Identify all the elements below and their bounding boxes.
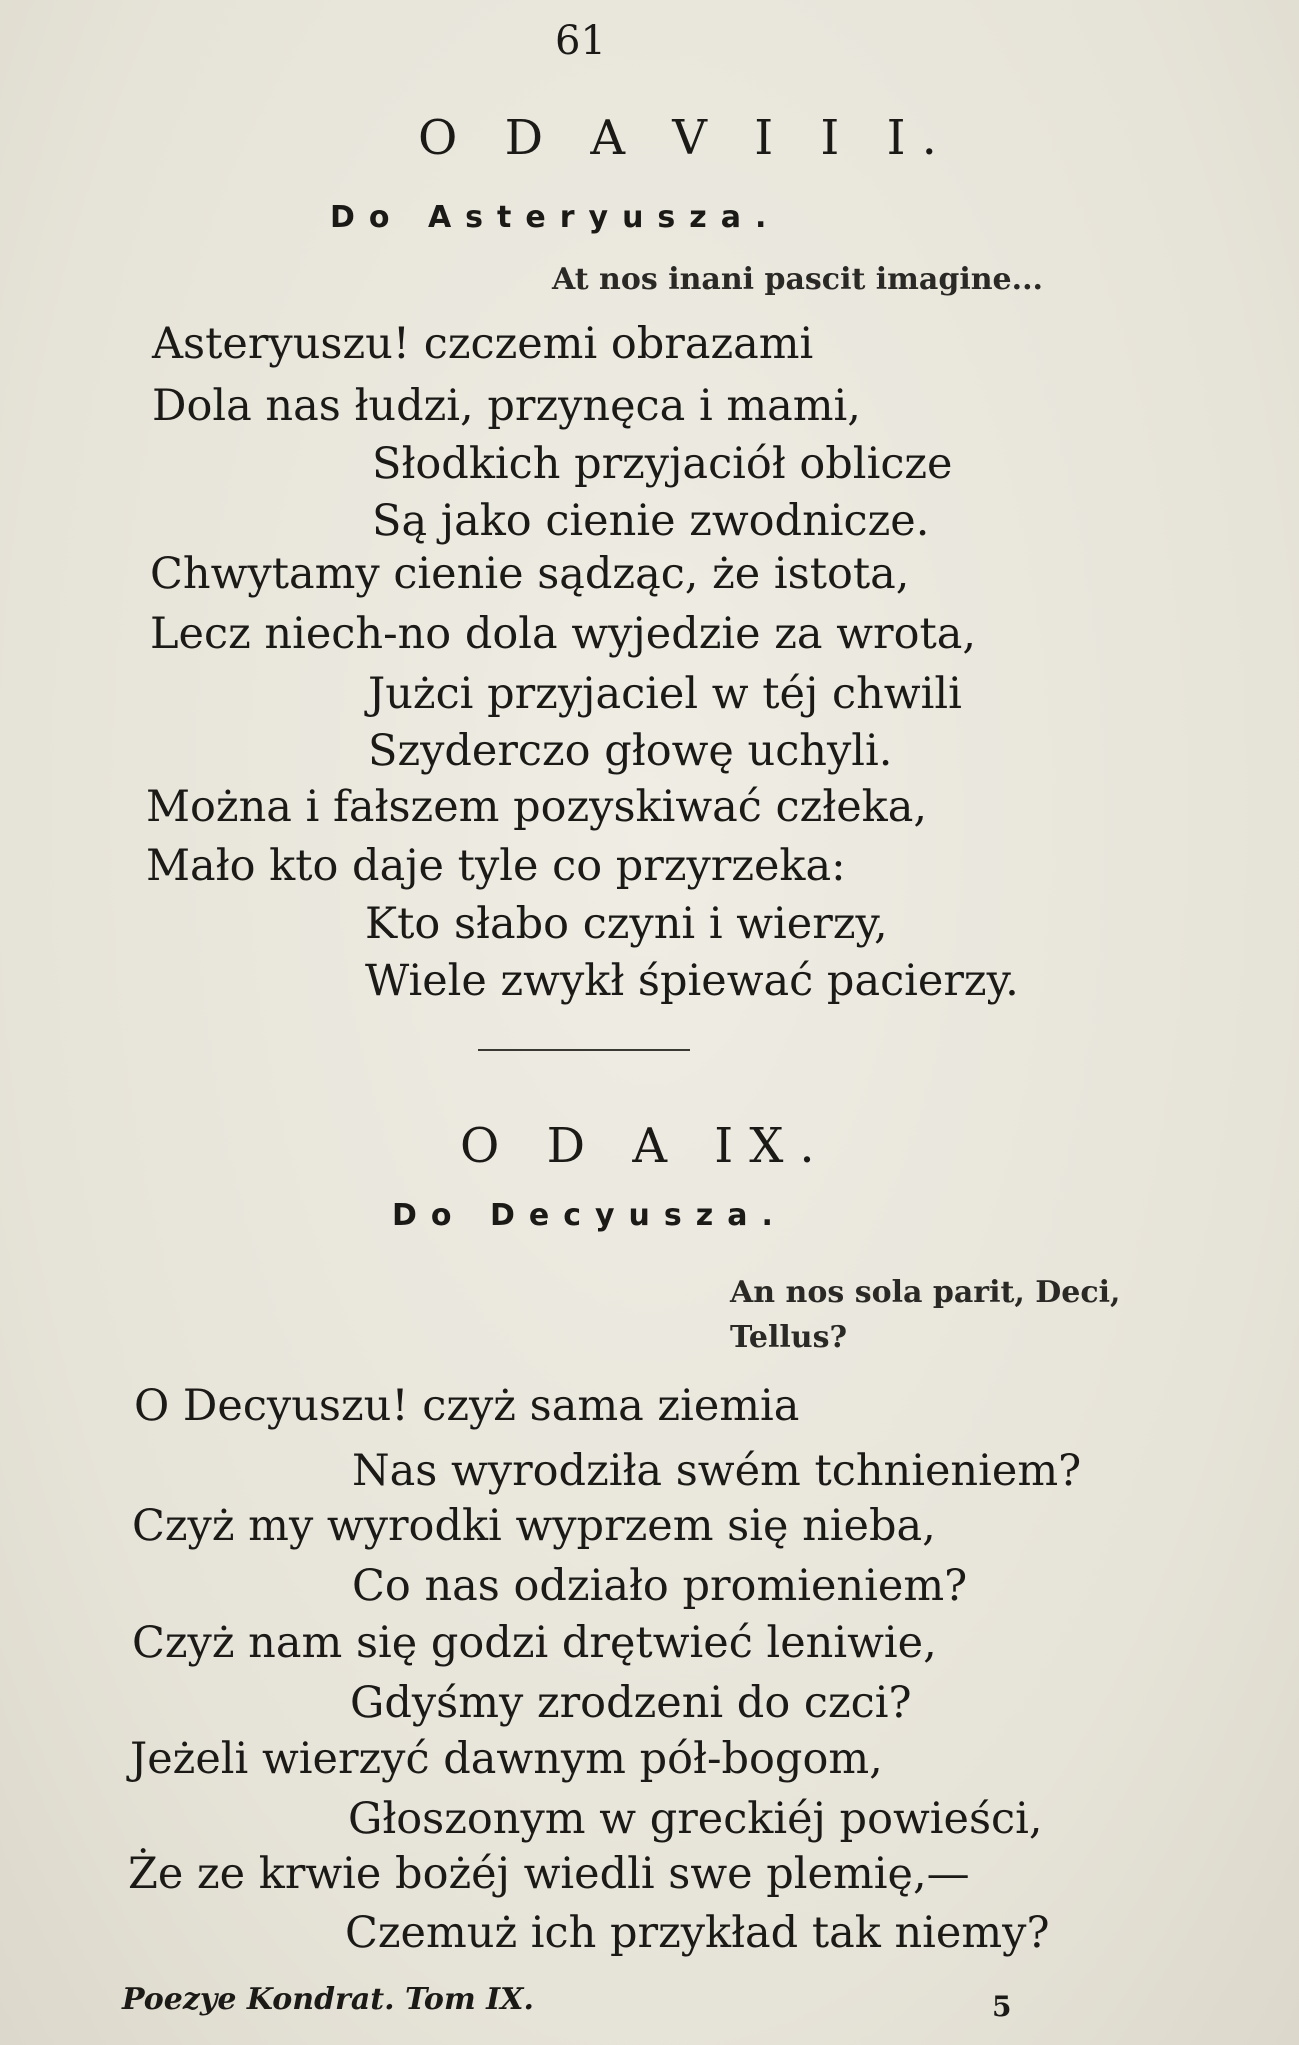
ode-8-line-6: Lecz niech-no dola wyjedzie za wrota, (150, 609, 977, 659)
page-number: 61 (555, 18, 606, 64)
ode-9-line-4: Co nas odziało promieniem? (352, 1561, 968, 1611)
ode-9-line-7: Jeżeli wierzyć dawnym pół-bogom, (130, 1734, 883, 1784)
ode-8-title: O D A V I I I. (418, 110, 953, 166)
ode-9-line-3: Czyż my wyrodki wyprzem się nieba, (132, 1501, 936, 1551)
ode-8-line-8: Szyderczo głowę uchyli. (368, 726, 893, 776)
ode-9-line-1: O Decyuszu! czyż sama ziemia (134, 1381, 800, 1431)
ode-8-line-2: Dola nas łudzi, przynęca i mami, (152, 381, 861, 431)
ode-9-epigraph-line-1: An nos sola parit, Deci, (730, 1275, 1121, 1310)
ode-9-line-6: Gdyśmy zrodzeni do czci? (350, 1678, 912, 1728)
ode-8-line-7: Jużci przyjaciel w téj chwili (368, 669, 962, 719)
ode-8-line-10: Mało kto daje tyle co przyrzeka: (146, 841, 846, 891)
ode-8-line-11: Kto słabo czyni i wierzy, (365, 899, 888, 949)
ode-8-line-12: Wiele zwykł śpiewać pacierzy. (365, 956, 1019, 1006)
section-divider (478, 1049, 690, 1051)
ode-9-line-9: Że ze krwie bożéj wiedli swe plemię,— (128, 1849, 970, 1899)
ode-8-subtitle: Do Asteryusza. (330, 200, 781, 235)
ode-8-line-1: Asteryuszu! czczemi obrazami (152, 319, 814, 369)
ode-9-subtitle: Do Decyusza. (392, 1198, 787, 1233)
ode-9-line-10: Czemuż ich przykład tak niemy? (345, 1908, 1050, 1958)
ode-9-epigraph-line-2: Tellus? (730, 1320, 848, 1355)
ode-9-title: O D A IX. (460, 1118, 831, 1174)
ode-9-line-2: Nas wyrodziła swém tchnieniem? (352, 1446, 1082, 1496)
ode-8-line-5: Chwytamy cienie sądząc, że istota, (150, 549, 910, 599)
footer-signature: 5 (992, 1990, 1012, 2023)
ode-8-line-9: Można i fałszem pozyskiwać człeka, (146, 782, 928, 832)
footer-book-title: Poezye Kondrat. Tom IX. (122, 1982, 534, 2017)
ode-9-line-8: Głoszonym w greckiéj powieści, (348, 1794, 1043, 1844)
ode-9-line-5: Czyż nam się godzi drętwieć leniwie, (132, 1618, 937, 1668)
ode-8-line-4: Są jako cienie zwodnicze. (372, 496, 930, 546)
ode-8-epigraph: At nos inani pascit imagine... (552, 262, 1043, 297)
ode-8-line-3: Słodkich przyjaciół oblicze (372, 439, 953, 489)
